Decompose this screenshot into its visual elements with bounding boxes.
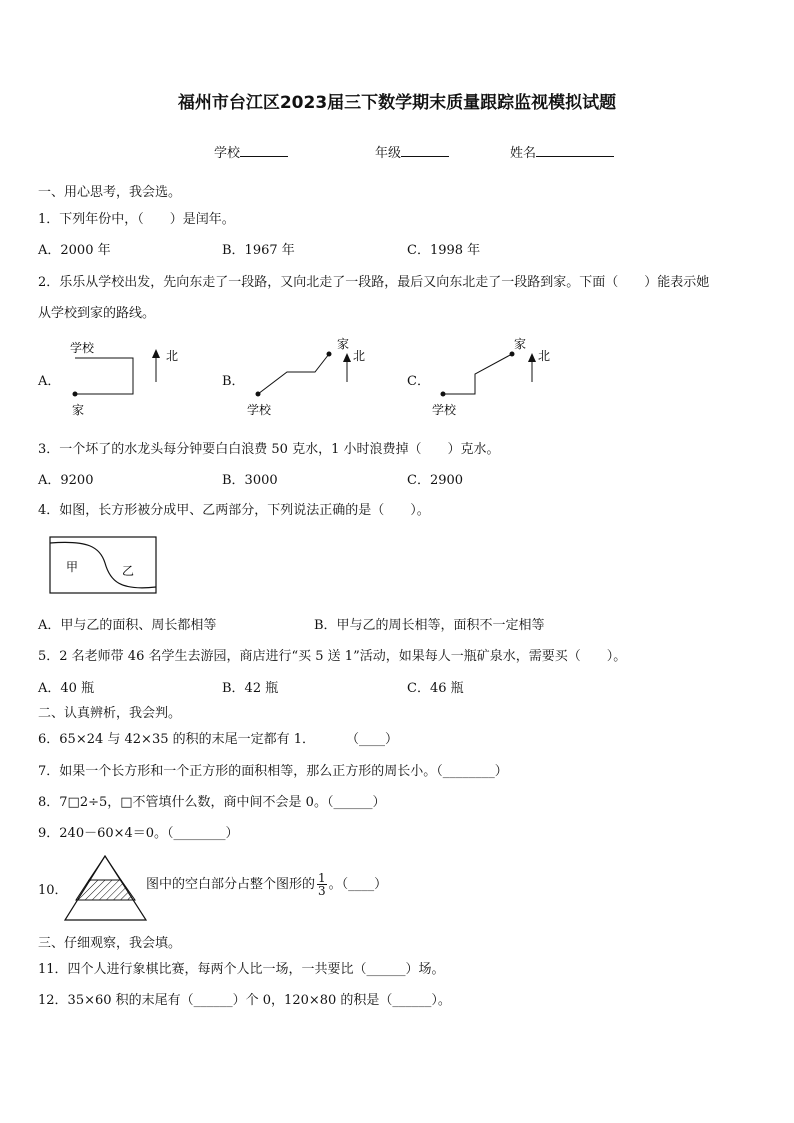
grade-blank[interactable] [401, 144, 449, 157]
q10-triangle-diagram [62, 852, 152, 924]
question-2-line-2: 从学校到家的路线。 [38, 306, 156, 321]
q2a-home-text: 家 [72, 403, 85, 417]
name-label: 姓名 [510, 146, 537, 161]
question-12: 12．35×60 积的末尾有（______）个 0，120×80 的积是（______）。 [38, 993, 451, 1008]
q10-tail: 。（____） [328, 877, 388, 892]
q5-option-a: A．40 瓶 [38, 681, 95, 696]
q2b-north-text: 北 [353, 349, 366, 363]
question-5: 5．2 名老师带 46 名学生去游园，商店进行“买 5 送 1”活动，如果每人一瓶矿泉水，需要买（ ）。 [38, 649, 627, 664]
q2-option-a-diagram [60, 334, 190, 420]
q4-option-b: B．甲与乙的周长相等，面积不一定相等 [314, 618, 545, 633]
page-title: 福州市台江区2023届三下数学期末质量跟踪监视模拟试题 [177, 93, 617, 113]
q5-option-b: B．42 瓶 [222, 681, 279, 696]
q4-rectangle-diagram [48, 535, 160, 595]
q4-jia-text: 甲 [66, 560, 79, 574]
school-label: 学校 [214, 146, 241, 161]
q4-yi-text: 乙 [122, 564, 135, 578]
q2b-home-text: 家 [337, 337, 350, 351]
q5-option-c: C．46 瓶 [407, 681, 464, 696]
section-2-title: 二、认真辨析，我会判。 [38, 706, 182, 721]
name-blank[interactable] [536, 144, 614, 157]
q2c-north-text: 北 [538, 349, 551, 363]
q2a-school-text: 学校 [70, 341, 95, 355]
question-10 [146, 872, 387, 897]
question-6: 6．65×24 与 42×35 的积的末尾一定都有 1． [38, 732, 316, 747]
question-2-line-1: 2．乐乐从学校出发，先向东走了一段路，又向北走了一段路，最后又向东北走了一段路到家。下面（ ）能表示她 [38, 275, 710, 290]
q10-fraction-numerator: 1 [318, 871, 326, 885]
q2-option-a-label: A． [38, 374, 61, 389]
name-field [510, 142, 614, 161]
q3-option-c: C．2900 [407, 473, 464, 488]
question-9: 9．240－60×4＝0。（________） [38, 826, 239, 841]
q2-option-c-label: C． [407, 374, 430, 389]
q10-text: 图中的空白部分占整个图形的 [146, 877, 316, 892]
q2a-north-text: 北 [166, 349, 179, 363]
q10-fraction [317, 872, 327, 897]
question-4: 4．如图，长方形被分成甲、乙两部分，下列说法正确的是（ ）。 [38, 503, 430, 518]
grade-label: 年级 [375, 146, 402, 161]
q2b-school-text: 学校 [247, 403, 272, 417]
grade-field [375, 142, 449, 161]
question-10-number: 10． [38, 883, 68, 898]
section-3-title: 三、仔细观察，我会填。 [38, 936, 182, 951]
section-1-title: 一、用心思考，我会选。 [38, 185, 182, 200]
question-11: 11．四个人进行象棋比赛，每两个人比一场，一共要比（______）场。 [38, 962, 445, 977]
question-1: 1．下列年份中，（ ）是闰年。 [38, 212, 235, 227]
school-blank[interactable] [240, 144, 288, 157]
q3-option-b: B．3000 [222, 473, 278, 488]
q3-option-a: A．9200 [38, 473, 94, 488]
q2c-home-text: 家 [514, 337, 527, 351]
q2-option-c-diagram [428, 334, 558, 420]
q10-fraction-denominator: 3 [318, 884, 326, 898]
q2-option-b-label: B． [222, 374, 245, 389]
q2c-school-text: 学校 [432, 403, 457, 417]
school-field [214, 142, 288, 161]
q6-answer-blank[interactable]: （____） [346, 732, 399, 747]
q2-option-b-diagram [243, 334, 373, 420]
question-8: 8．7□2÷5，□不管填什么数，商中间不会是 0。（______） [38, 795, 386, 810]
q1-option-c: C．1998 年 [407, 243, 481, 258]
question-7: 7．如果一个长方形和一个正方形的面积相等，那么正方形的周长小。（________） [38, 764, 508, 779]
q1-option-b: B．1967 年 [222, 243, 295, 258]
question-3: 3．一个坏了的水龙头每分钟要白白浪费 50 克水，1 小时浪费掉（ ）克水。 [38, 442, 500, 457]
q4-option-a: A．甲与乙的面积、周长都相等 [38, 618, 217, 633]
q1-option-a: A．2000 年 [38, 243, 111, 258]
